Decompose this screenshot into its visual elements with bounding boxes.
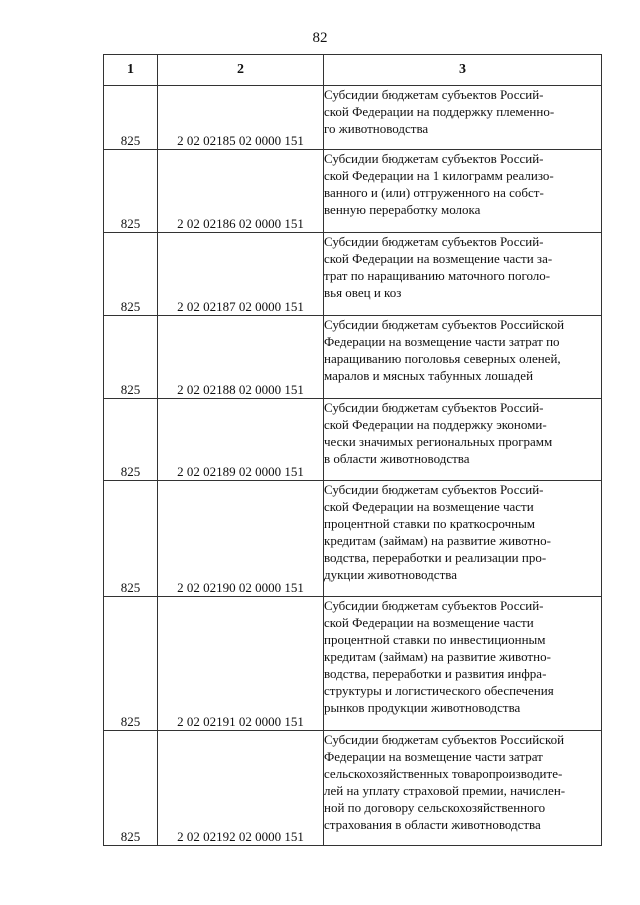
admin-code-cell: 825 — [104, 150, 158, 233]
description-cell — [324, 731, 602, 846]
description-line: ной по договору сельскохозяйственного — [324, 800, 546, 815]
description-line: водства, переработки и реализации про- — [324, 550, 547, 565]
table-header-row — [104, 55, 602, 86]
description-line: страхования в области животноводства — [324, 817, 541, 832]
description-line: в области животноводства — [324, 451, 470, 466]
header-col-3: 3 — [324, 55, 602, 86]
description-line: Субсидии бюджетам субъектов Российской — [324, 732, 565, 747]
description-line: ской Федерации на 1 килограмм реализо- — [324, 168, 554, 183]
description-cell — [324, 233, 602, 316]
budget-code-cell: 2 02 02190 02 0000 151 — [158, 481, 324, 597]
description-cell — [324, 316, 602, 399]
table-row — [104, 316, 602, 399]
description-line: лей на уплату страховой премии, начислен- — [324, 783, 566, 798]
header-col-2: 2 — [158, 55, 324, 86]
budget-code-cell: 2 02 02188 02 0000 151 — [158, 316, 324, 399]
description-line: наращиванию поголовья северных оленей, — [324, 351, 561, 366]
description-line: ской Федерации на поддержку экономи- — [324, 417, 547, 432]
table-row — [104, 399, 602, 481]
description-line: венную переработку молока — [324, 202, 481, 217]
admin-code-cell: 825 — [104, 233, 158, 316]
description-line: процентной ставки по инвестиционным — [324, 632, 546, 647]
admin-code-cell: 825 — [104, 86, 158, 150]
budget-code-cell: 2 02 02192 02 0000 151 — [158, 731, 324, 846]
budget-code-cell: 2 02 02189 02 0000 151 — [158, 399, 324, 481]
admin-code-cell: 825 — [104, 316, 158, 399]
description-line: рынков продукции животноводства — [324, 700, 521, 715]
description-line: ской Федерации на поддержку племенно- — [324, 104, 555, 119]
description-line: кредитам (займам) на развитие животно- — [324, 533, 551, 548]
table-row — [104, 597, 602, 731]
description-line: Федерации на возмещение части затрат по — [324, 334, 560, 349]
description-line: Федерации на возмещение части затрат — [324, 749, 543, 764]
table-row — [104, 150, 602, 233]
budget-classification-table — [103, 54, 602, 846]
description-line: чески значимых региональных программ — [324, 434, 553, 449]
description-cell — [324, 399, 602, 481]
description-line: трат по наращиванию маточного поголо- — [324, 268, 551, 283]
description-cell — [324, 150, 602, 233]
budget-code-cell: 2 02 02185 02 0000 151 — [158, 86, 324, 150]
description-line: сельскохозяйственных товаропроизводите- — [324, 766, 563, 781]
admin-code-cell: 825 — [104, 597, 158, 731]
budget-code-cell: 2 02 02187 02 0000 151 — [158, 233, 324, 316]
description-cell — [324, 597, 602, 731]
description-line: дукции животноводства — [324, 567, 457, 582]
description-line: ской Федерации на возмещение части за- — [324, 251, 553, 266]
description-line: Субсидии бюджетам субъектов Россий- — [324, 482, 544, 497]
description-line: водства, переработки и развития инфра- — [324, 666, 547, 681]
description-line: Субсидии бюджетам субъектов Россий- — [324, 234, 544, 249]
description-line: кредитам (займам) на развитие животно- — [324, 649, 551, 664]
description-line: ской Федерации на возмещение части — [324, 499, 534, 514]
description-line: Субсидии бюджетам субъектов Россий- — [324, 151, 544, 166]
description-line: вья овец и коз — [324, 285, 402, 300]
description-line: маралов и мясных табунных лошадей — [324, 368, 534, 383]
page-number: 82 — [312, 30, 328, 46]
description-line: Субсидии бюджетам субъектов Россий- — [324, 598, 544, 613]
budget-code-cell: 2 02 02191 02 0000 151 — [158, 597, 324, 731]
description-line: Субсидии бюджетам субъектов Россий- — [324, 87, 544, 102]
description-line: процентной ставки по краткосрочным — [324, 516, 536, 531]
budget-code-cell: 2 02 02186 02 0000 151 — [158, 150, 324, 233]
table-row — [104, 86, 602, 150]
table-row — [104, 731, 602, 846]
admin-code-cell: 825 — [104, 731, 158, 846]
admin-code-cell: 825 — [104, 481, 158, 597]
table-row — [104, 233, 602, 316]
description-line: ванного и (или) отгруженного на собст- — [324, 185, 544, 200]
description-cell — [324, 86, 602, 150]
description-line: Субсидии бюджетам субъектов Российской — [324, 317, 565, 332]
table-row — [104, 481, 602, 597]
description-line: го животноводства — [324, 121, 429, 136]
header-col-1: 1 — [104, 55, 158, 86]
admin-code-cell: 825 — [104, 399, 158, 481]
description-line: структуры и логистического обеспечения — [324, 683, 554, 698]
description-line: ской Федерации на возмещение части — [324, 615, 534, 630]
description-cell — [324, 481, 602, 597]
description-line: Субсидии бюджетам субъектов Россий- — [324, 400, 544, 415]
